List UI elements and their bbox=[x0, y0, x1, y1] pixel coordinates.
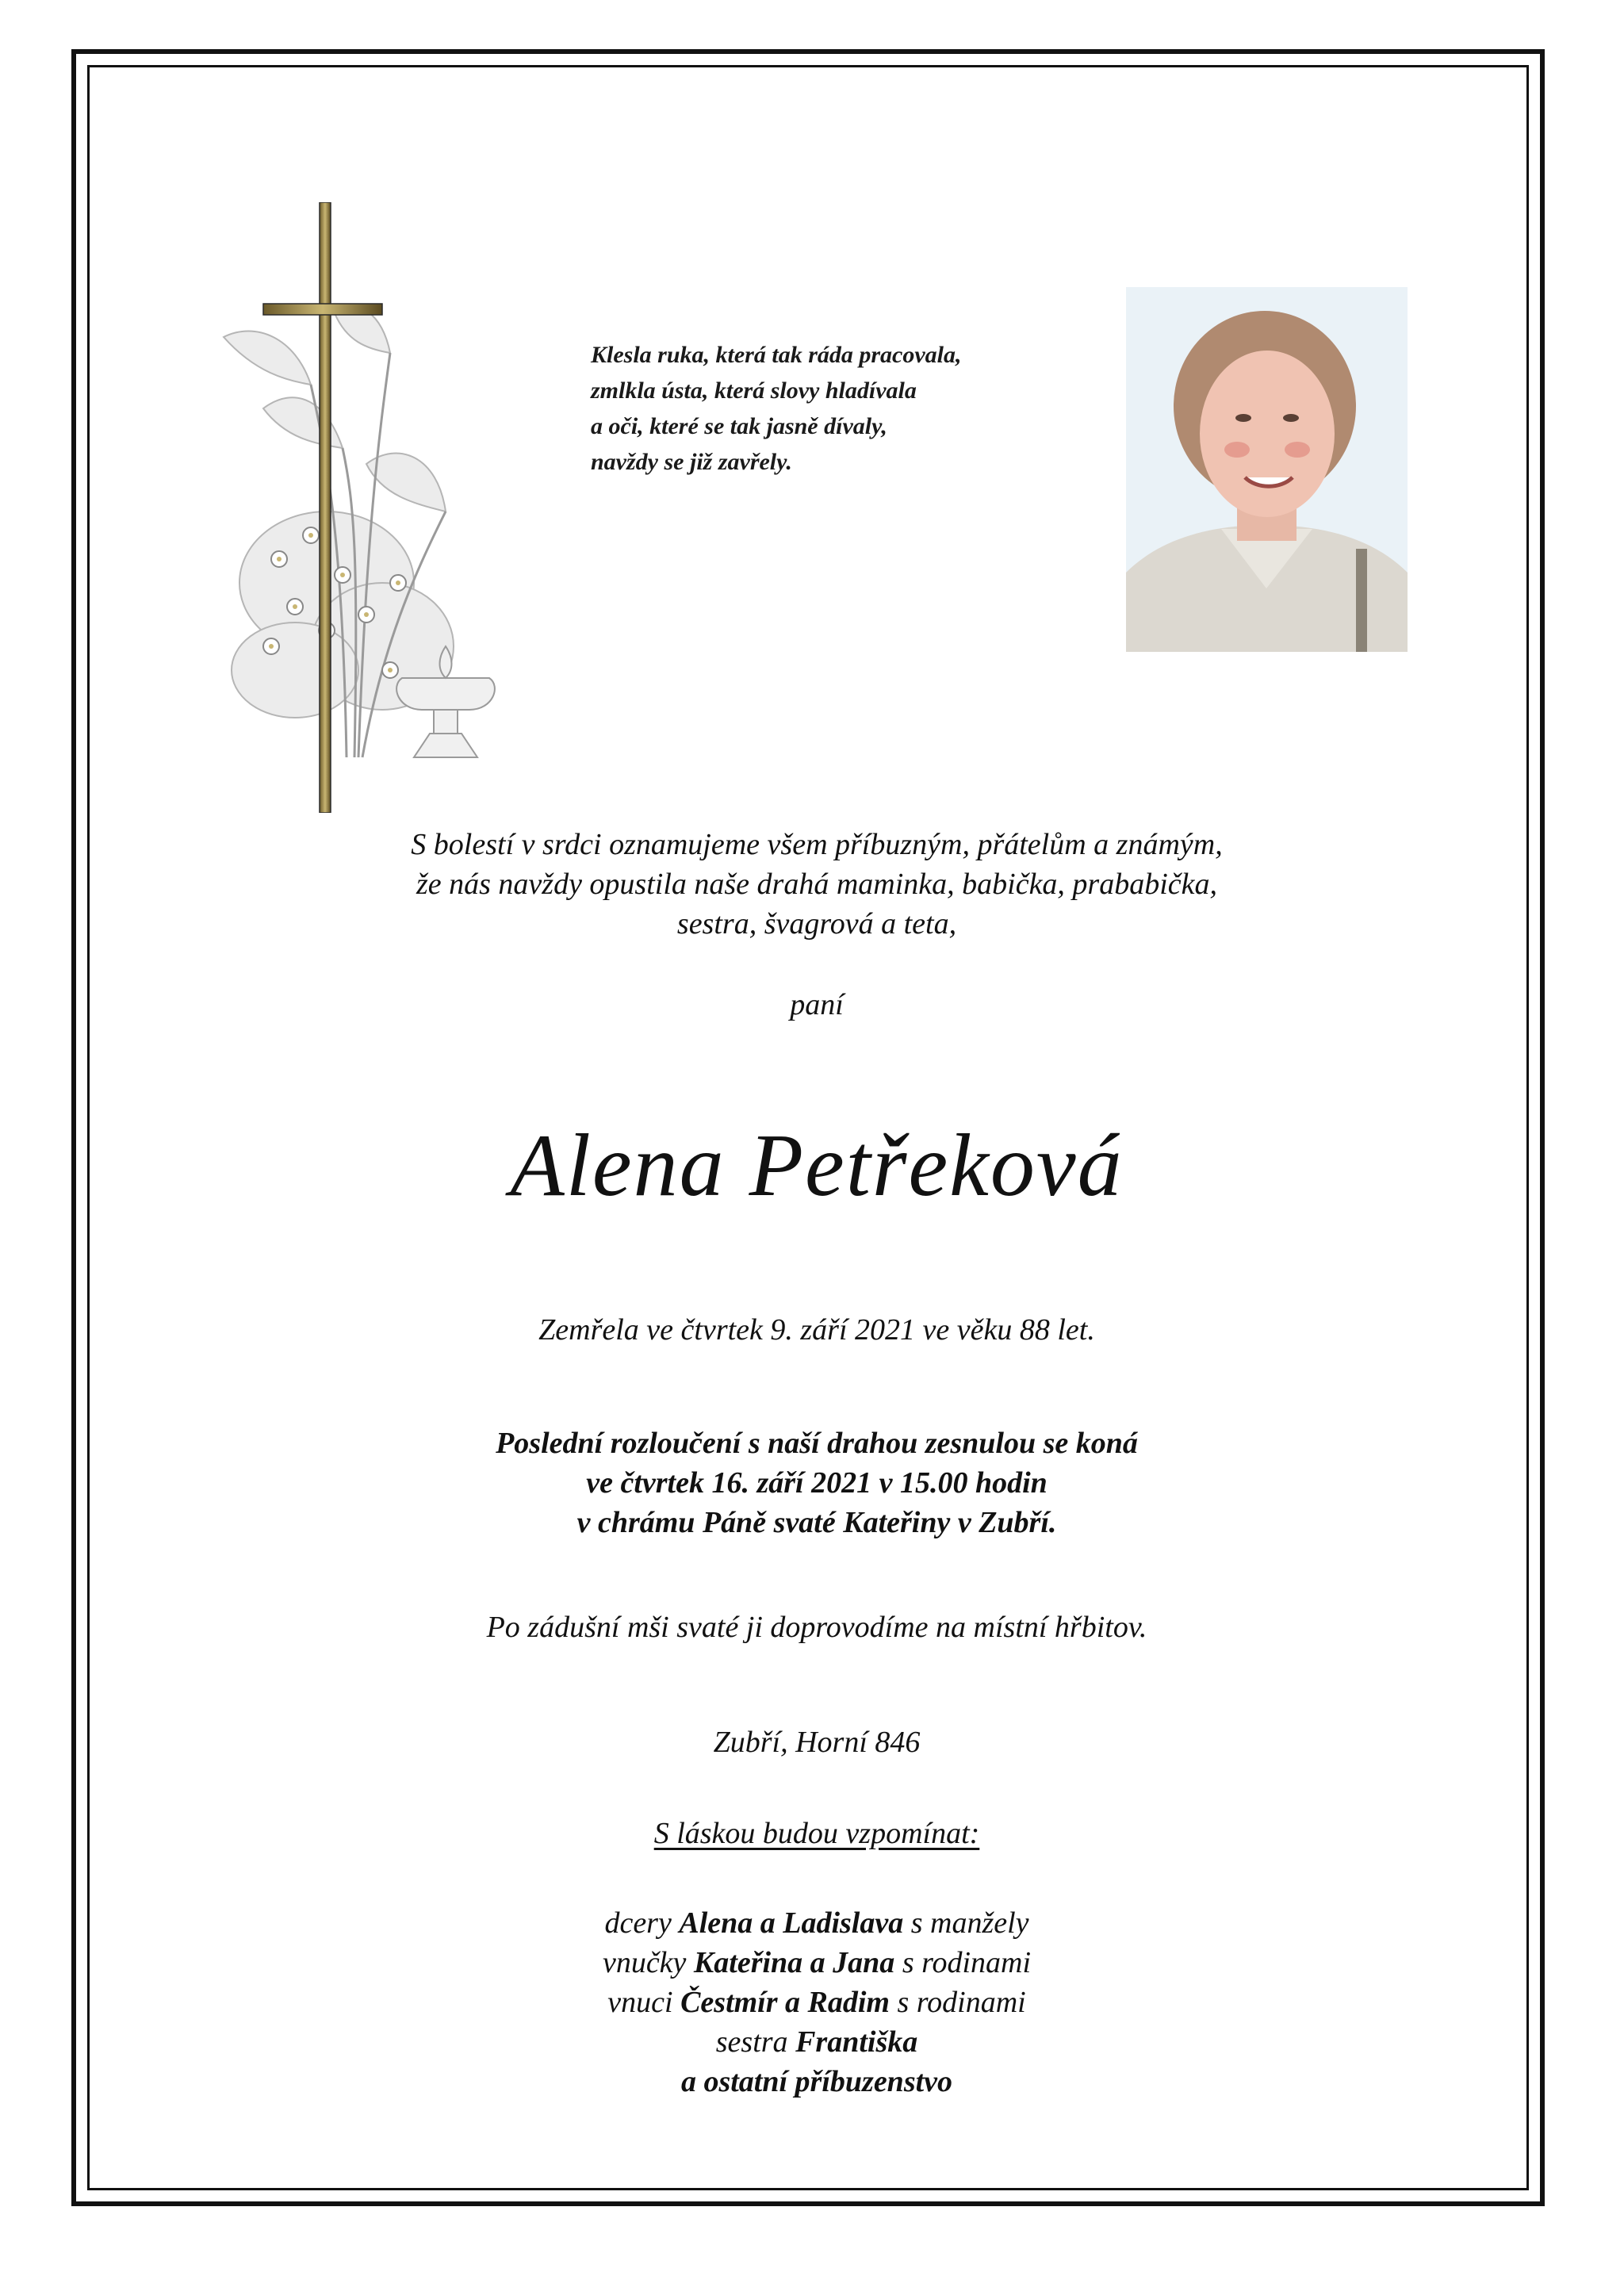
farewell-line: v chrámu Páně svaté Kateřiny v Zubří. bbox=[576, 1506, 1057, 1539]
mourner-line bbox=[262, 2022, 1372, 2062]
death-info: Zemřela ve čtvrtek 9. září 2021 ve věku 88 let. bbox=[538, 1313, 1095, 1347]
announcement-line: S bolestí v srdci oznamujeme všem příbuzným, přátelům a známým, bbox=[411, 828, 1223, 861]
remember-heading bbox=[262, 1816, 1372, 1851]
poem-block bbox=[591, 337, 1082, 480]
announcement bbox=[262, 825, 1372, 944]
title-word: paní bbox=[790, 988, 844, 1021]
address: Zubří, Horní 846 bbox=[713, 1726, 921, 1759]
mourner-suffix: s manžely bbox=[903, 1906, 1029, 1940]
mourner-names: Čestmír a Radim bbox=[680, 1986, 890, 2019]
mourner-names: Alena a Ladislava bbox=[679, 1906, 904, 1940]
mourner-names: a ostatní příbuzenstvo bbox=[680, 2065, 953, 2098]
poem-line: navždy se již zavřely. bbox=[591, 449, 792, 475]
mourner-relation: vnučky bbox=[602, 1946, 694, 1979]
mourner-names: Františka bbox=[795, 2025, 918, 2059]
mourner-line bbox=[262, 1983, 1372, 2022]
poem-line: Klesla ruka, která tak ráda pracovala, bbox=[591, 342, 962, 368]
farewell-line: Poslední rozloučení s naší drahou zesnulou se koná bbox=[496, 1427, 1138, 1460]
mourner-line bbox=[262, 2062, 1372, 2102]
mourner-suffix: s rodinami bbox=[894, 1946, 1032, 1979]
announcement-line: sestra, švagrová a teta, bbox=[676, 907, 957, 941]
cross-with-lilies-icon bbox=[208, 202, 509, 813]
mourner-relation: vnuci bbox=[607, 1986, 681, 2019]
mourners-list bbox=[262, 1903, 1372, 2102]
portrait-photo bbox=[1126, 287, 1408, 652]
mourner-suffix: s rodinami bbox=[889, 1986, 1026, 2019]
mourner-names: Kateřina a Jana bbox=[693, 1946, 895, 1979]
farewell-info bbox=[262, 1423, 1372, 1542]
mourner-line bbox=[262, 1903, 1372, 1943]
mourner-relation: dcery bbox=[604, 1906, 680, 1940]
mourner-line bbox=[262, 1943, 1372, 1983]
poem-line: a oči, které se tak jasně dívaly, bbox=[591, 413, 887, 439]
remember-heading-text: S láskou budou vzpomínat: bbox=[653, 1817, 980, 1850]
mass-info: Po zádušní mši svaté ji doprovodíme na místní hřbitov. bbox=[486, 1611, 1147, 1644]
deceased-name: Alena Petřeková bbox=[510, 1117, 1124, 1215]
mourner-relation: sestra bbox=[715, 2025, 796, 2059]
announcement-line: že nás navždy opustila naše drahá maminka, babička, prababička, bbox=[416, 868, 1218, 901]
farewell-line: ve čtvrtek 16. září 2021 v 15.00 hodin bbox=[586, 1466, 1048, 1500]
poem-line: zmlkla ústa, která slovy hladívala bbox=[591, 377, 917, 404]
